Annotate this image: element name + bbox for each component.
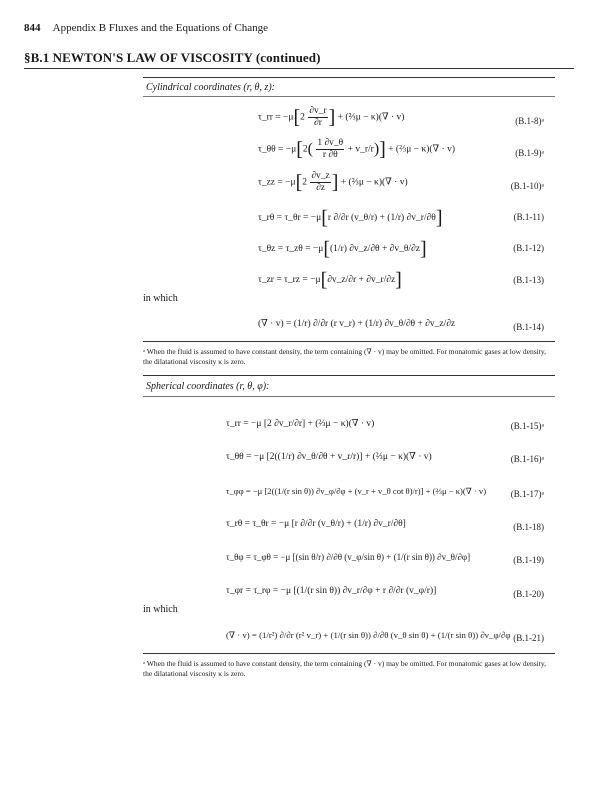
sph-in-which: in which [143, 604, 178, 615]
eq-b116: τ_θθ = −μ [2((1/r) ∂v_θ/∂θ + v_r/r)] + (⅔μ − κ)(∇ · v) [226, 452, 432, 462]
cyl-bottom-rule [143, 341, 555, 342]
eq-b119: τ_θφ = τ_φθ = −μ [(sin θ/r) ∂/∂θ (v_φ/sin θ) + (1/(r sin θ)) ∂v_θ/∂φ] [226, 552, 471, 562]
eq-number-b116: (B.1-16)ᵃ [510, 454, 544, 464]
eq-number-b113: (B.1-13) [513, 275, 544, 285]
sph-bottom-rule [143, 653, 555, 654]
eq-b118: τ_rθ = τ_θr = −μ [r ∂/∂r (v_θ/r) + (1/r) ∂v_r/∂θ] [226, 519, 406, 529]
eq-number-b121: (B.1-21) [513, 633, 544, 643]
eq-number-b120: (B.1-20) [513, 589, 544, 599]
eq-number-b114: (B.1-14) [513, 322, 544, 332]
eq-number-b110: (B.1-10)ᵃ [510, 181, 544, 191]
eq-b117: τ_φφ = −μ [2((1/(r sin θ)) ∂v_φ/∂φ + (v_r + v_θ cot θ)/r)] + (⅔μ − κ)(∇ · v) [226, 486, 487, 496]
eq-b110: τ_zz = −μ[2 $\frac{\partial v\_z}{\partial z}$ ] + (⅔μ − κ)(∇ · v) [258, 171, 408, 194]
eq-b120: τ_φr = τ_rφ = −μ [(1/(r sin θ)) ∂v_r/∂φ + r ∂/∂r (v_φ/r)] [226, 586, 437, 596]
eq-number-b112: (B.1-12) [513, 243, 544, 253]
eq-number-b111: (B.1-11) [513, 212, 544, 222]
eq-b115: τ_rr = −μ [2 ∂v_r/∂r] + (⅔μ − κ)(∇ · v) [226, 419, 375, 429]
eq-number-b118: (B.1-18) [513, 522, 544, 532]
eq-b112: τ_θz = τ_zθ = −μ[(1/r) ∂v_z/∂θ + ∂v_θ/∂z] [258, 238, 427, 260]
sph-footnote: ᵃ When the fluid is assumed to have constant density, the term containing (∇ · v) may be omitted. For monatomic gases at low density, the dilatational viscosity κ is zero. [143, 659, 546, 678]
eq-b111: τ_rθ = τ_θr = −μ[r ∂/∂r (v_θ/r) + (1/r) ∂v_r/∂θ] [258, 207, 443, 229]
eq-number-b18: (B.1-8)ᵃ [515, 116, 544, 126]
eq-b113: τ_zr = τ_rz = −μ[∂v_z/∂r + ∂v_r/∂z] [258, 269, 402, 291]
eq-b121: (∇ · v) = (1/r²) ∂/∂r (r² v_r) + (1/(r sin θ)) ∂/∂θ (v_θ sin θ) + (1/(r sin θ)) ∂v_φ/∂φ [226, 630, 511, 640]
eq-number-b117: (B.1-17)ᵃ [510, 489, 544, 499]
section-title: §B.1 NEWTON'S LAW OF VISCOSITY (continued) [24, 50, 321, 65]
cyl-top-rule [143, 77, 555, 78]
running-title: Appendix B Fluxes and the Equations of Change [52, 22, 269, 34]
eq-number-b19: (B.1-9)ᵃ [515, 148, 544, 158]
eq-number-b115: (B.1-15)ᵃ [510, 421, 544, 431]
page-number: 844 [24, 22, 41, 34]
cyl-title-rule [143, 96, 555, 97]
running-header [24, 22, 268, 34]
cyl-in-which: in which [143, 293, 178, 304]
section-rule [24, 68, 574, 69]
cyl-title: Cylindrical coordinates (r, θ, z): [146, 82, 275, 93]
eq-b18: τ_rr = −μ[2 $\frac{\partial v\_r}{\partial r}$ ] + (⅔μ − κ)(∇ · v) [258, 106, 405, 129]
eq-b19: τ_θθ = −μ[2( $\frac{1 \partial v\_\theta}{r \partial\theta}$ + v_r/r)] + (⅔μ − κ)(∇ · v) [258, 138, 455, 161]
sph-title: Spherical coordinates (r, θ, φ): [146, 381, 270, 392]
eq-b114: (∇ · v) = (1/r) ∂/∂r (r v_r) + (1/r) ∂v_θ/∂θ + ∂v_z/∂z [258, 319, 456, 329]
sph-title-rule [143, 396, 555, 397]
eq-number-b119: (B.1-19) [513, 555, 544, 565]
sph-top-rule [143, 375, 555, 376]
cyl-footnote: ᵃ When the fluid is assumed to have constant density, the term containing (∇ · v) may be omitted. For monatomic gases at low density, the dilatational viscosity κ is zero. [143, 347, 546, 366]
